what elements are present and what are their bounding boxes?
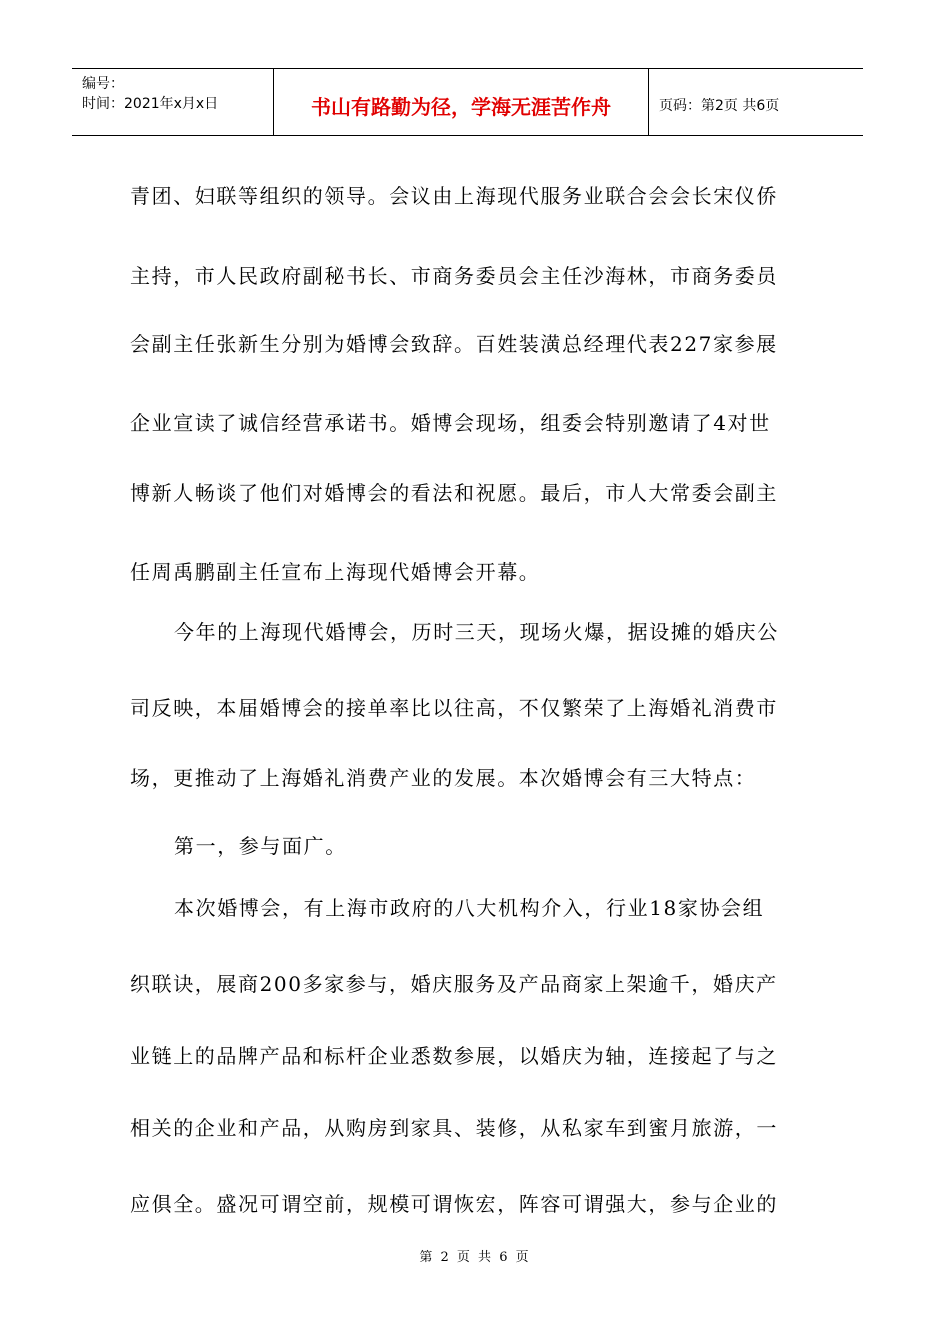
body-line: 第一，参与面广。 [174,834,347,858]
body-line: 织联诀，展商200多家参与，婚庆服务及产品商家上架逾千，婚庆产 [130,972,778,996]
body-line: 任周禹鹏副主任宣布上海现代婚博会开幕。 [130,560,541,584]
document-body [130,0,810,1344]
document-number-label: 编号： [82,76,124,92]
document-time-label: 时间：2021年x月x日 [82,96,219,112]
body-line: 企业宣读了诚信经营承诺书。婚博会现场，组委会特别邀请了4对世 [130,411,771,435]
body-line: 青团、妇联等组织的领导。会议由上海现代服务业联合会会长宋仪侨 [130,184,778,208]
header-motto: 书山有路勤为径，学海无涯苦作舟 [311,95,611,119]
body-line: 今年的上海现代婚博会，历时三天，现场火爆，据设摊的婚庆公 [174,620,779,644]
body-line: 应俱全。盛况可谓空前，规模可谓恢宏，阵容可谓强大，参与企业的 [130,1192,778,1216]
body-line: 相关的企业和产品，从购房到家具、装修，从私家车到蜜月旅游，一 [130,1116,778,1140]
body-line: 主持，市人民政府副秘书长、市商务委员会主任沙海林，市商务委员 [130,264,778,288]
body-line: 本次婚博会，有上海市政府的八大机构介入，行业18家协会组 [174,896,765,920]
body-line: 会副主任张新生分别为婚博会致辞。百姓装潢总经理代表227家参展 [130,332,778,356]
body-line: 业链上的品牌产品和标杆企业悉数参展，以婚庆为轴，连接起了与之 [130,1044,778,1068]
header-page-info: 页码：第2页 共6页 [659,98,780,114]
body-line: 场，更推动了上海婚礼消费产业的发展。本次婚博会有三大特点： [130,766,757,790]
body-line: 博新人畅谈了他们对婚博会的看法和祝愿。最后，市人大常委会副主 [130,481,778,505]
body-line: 司反映，本届婚博会的接单率比以往高，不仅繁荣了上海婚礼消费市 [130,696,778,720]
page-footer: 第 2 页 共 6 页 [419,1250,531,1265]
